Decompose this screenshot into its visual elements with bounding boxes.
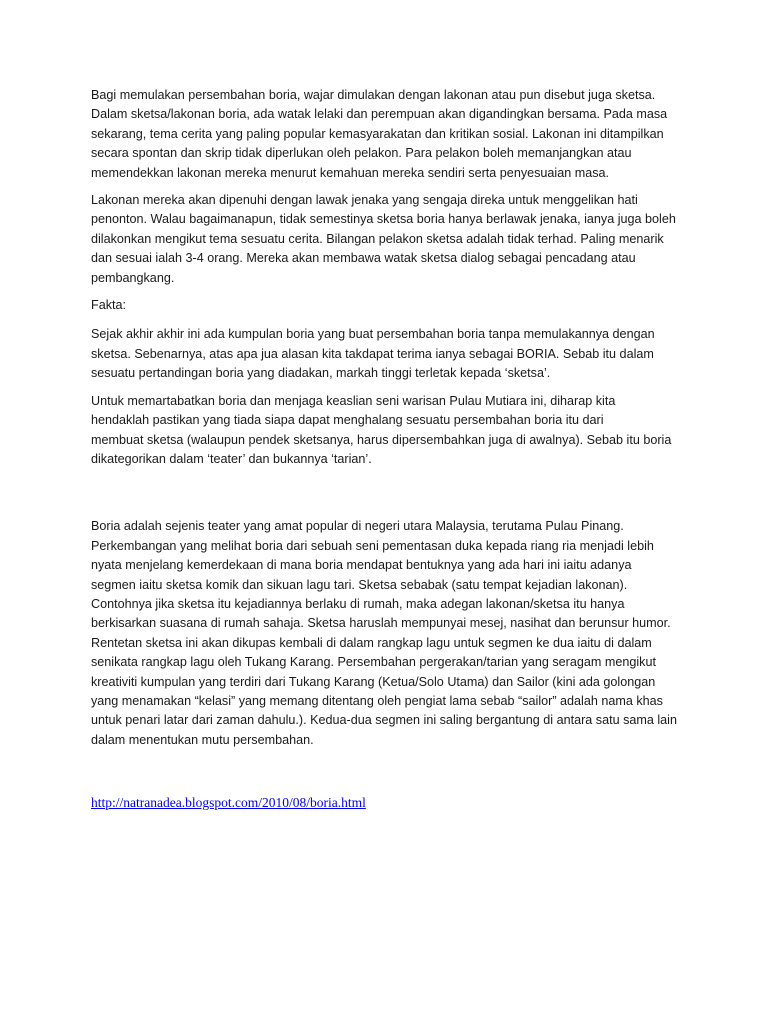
text-line: hendaklah pastikan yang tiada siapa dapat menghalang sesuatu persembahan boria itu dari [91,413,604,428]
text-line: Bagi memulakan persembahan boria, wajar dimulakan dengan lakonan atau pun disebut juga sketsa. [91,88,656,102]
heading-text: Fakta: [91,298,126,313]
text-line: Boria adalah sejenis teater yang amat popular di negeri utara Malaysia, terutama Pulau Pinang. [91,519,624,534]
text-line: dalam menentukan mutu persembahan. [91,732,314,747]
text-line: Contohnya jika sketsa itu kejadiannya berlaku di rumah, maka adegan lakonan/sketsa itu hanya [91,596,625,611]
text-line: yang menamakan “kelasi” yang memang ditentang oleh pengiat lama sebab “sailor” adalah nama khas [91,693,663,708]
text-line: kreativiti kumpulan yang terdiri dari Tukang Karang (Ketua/Solo Utama) dan Sailor (kini ada golongan [91,674,656,689]
paragraph-comedy [91,191,691,288]
text-line: Rentetan sketsa ini akan dikupas kembali di dalam rangkap lagu untuk segmen ke dua iaitu di dalam [91,635,652,650]
text-line: dilakonkan mengikut tema sesuatu cerita. Bilangan pelakon sketsa adalah tidak terhad. Paling menarik [91,231,664,246]
text-line: Untuk memartabatkan boria dan menjaga keaslian seni warisan Pulau Mutiara ini, diharap kita [91,393,616,408]
text-line: penonton. Walau bagaimanapun, tidak semestinya sketsa boria hanya berlawak jenaka, ianya juga boleh [91,212,676,227]
text-line: segmen iaitu sketsa komik dan sikuan lagu tari. Sketsa sebabak (satu tempat kejadian lakonan). [91,577,628,592]
text-line: sesuatu pertandingan boria yang diadakan, markah tinggi terletak kepada ‘sketsa’. [91,366,551,381]
text-line: sketsa. Sebenarnya, atas apa jua alasan kita takdapat terima ianya sebagai BORIA. Sebab itu dalam [91,346,654,361]
text-line: dan sesuai ialah 3-4 orang. Mereka akan membawa watak sketsa dialog sebagai pencadang atau [91,251,636,266]
text-line: Lakonan mereka akan dipenuhi dengan lawak jenaka yang sengaja direka untuk menggelikan hati [91,193,638,208]
text-line: Dalam sketsa/lakonan boria, ada watak lelaki dan perempuan akan digandingkan bersama. Pada masa [91,107,668,122]
paragraph-spacer [91,477,691,517]
text-line: nyata menjelang kemerdekaan di mana boria mendapat bentuknya yang ada hari ini iaitu adanya [91,558,632,573]
paragraph-heritage [91,392,691,470]
text-line: pembangkang. [91,270,175,285]
text-line: dikategorikan dalam ‘teater’ dan bukannya ‘tarian’. [91,451,372,466]
text-line: Sejak akhir akhir ini ada kumpulan boria yang buat persembahan boria tanpa memulakannya dengan [91,327,655,342]
text-line: untuk penari latar dari zaman dahulu.). Kedua-dua segmen ini saling bergantung di antara satu sama lain [91,713,677,728]
paragraph-intro [91,86,691,183]
source-link[interactable]: http://natranadea.blogspot.com/2010/08/boria.html [91,795,366,811]
text-line: berkisarkan suasana di rumah sahaja. Sketsa haruslah mempunyai mesej, nasihat dan berunsur humor. [91,616,671,631]
text-line: secara spontan dan skrip tidak diperlukan oleh pelakon. Para pelakon boleh memanjangkan atau [91,146,632,161]
text-line: sekarang, tema cerita yang paling popular kemasyarakatan dan kritikan sosial. Lakonan ini ditampilkan [91,126,664,141]
heading-fakta [91,296,691,315]
document-body [91,86,691,814]
text-line: memendekkan lakonan mereka menurut kemahuan mereka sendiri serta penyesuaian masa. [91,165,610,180]
paragraph-fakta [91,325,691,383]
text-line: Perkembangan yang melihat boria dari sebuah seni pementasan duka kepada riang ria menjadi lebih [91,538,654,553]
text-line: membuat sketsa (walaupun pendek sketsanya, harus dipersembahkan juga di awalnya). Sebab itu boria [91,432,672,447]
source-section [91,793,691,813]
text-line: senikata rangkap lagu oleh Tukang Karang. Persembahan pergerakan/tarian yang seragam mengikut [91,655,656,670]
paragraph-boria-description [91,517,691,750]
